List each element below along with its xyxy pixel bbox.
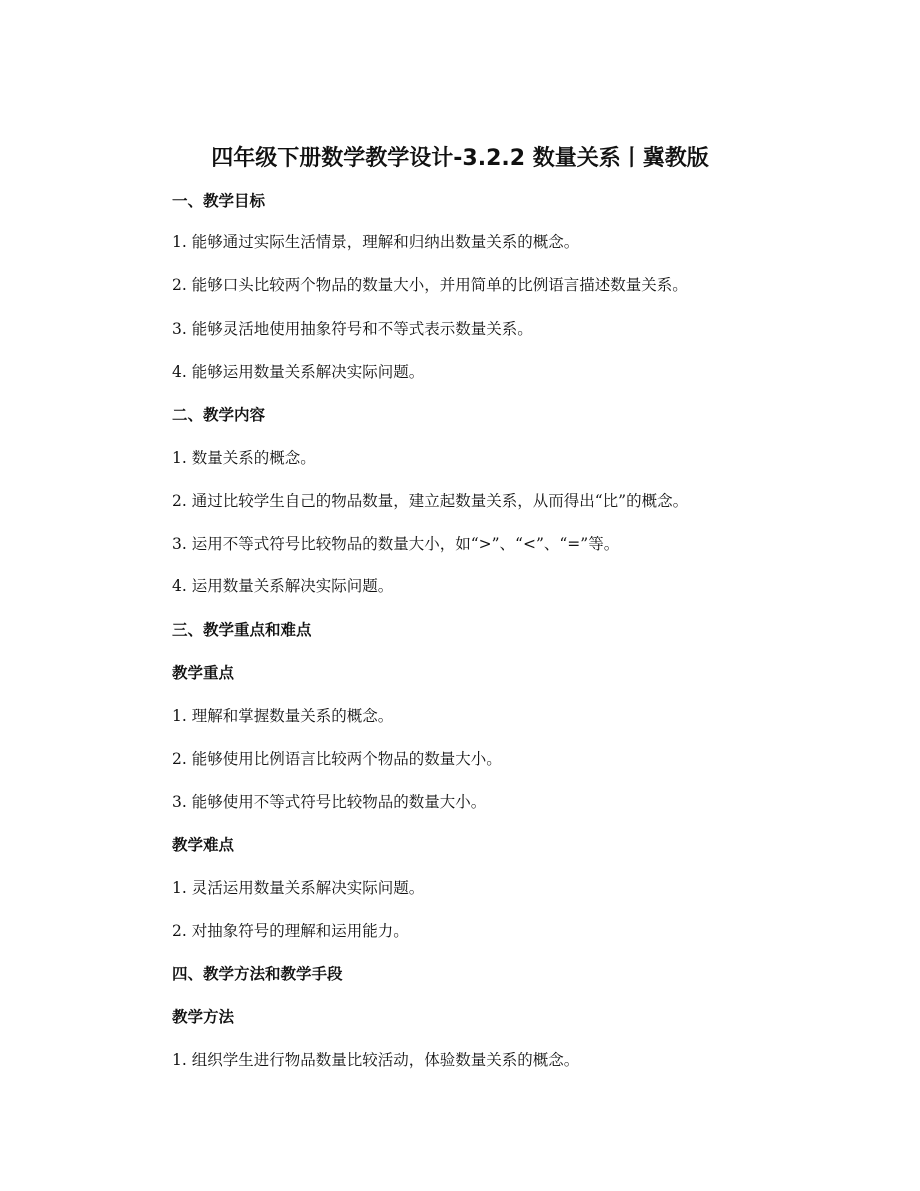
focus-item-3: 3. 能够使用不等式符号比较物品的数量大小。 [172, 793, 487, 811]
objective-item-4: 4. 能够运用数量关系解决实际问题。 [172, 363, 425, 381]
section-heading-methods: 四、教学方法和教学手段 [172, 965, 343, 983]
difficulty-item-2: 2. 对抽象符号的理解和运用能力。 [172, 922, 409, 940]
document-title: 四年级下册数学教学设计-3.2.2 数量关系丨冀教版 [211, 146, 709, 171]
focus-item-2: 2. 能够使用比例语言比较两个物品的数量大小。 [172, 750, 502, 768]
content-item-1: 1. 数量关系的概念。 [172, 449, 316, 467]
content-item-3: 3. 运用不等式符号比较物品的数量大小，如“>”、“<”、“=”等。 [172, 535, 620, 553]
objective-item-3: 3. 能够灵活地使用抽象符号和不等式表示数量关系。 [172, 320, 533, 338]
objective-item-2: 2. 能够口头比较两个物品的数量大小，并用简单的比例语言描述数量关系。 [172, 276, 688, 294]
objective-item-1: 1. 能够通过实际生活情景，理解和归纳出数量关系的概念。 [172, 233, 580, 251]
subheading-focus: 教学重点 [172, 664, 235, 682]
content-item-4: 4. 运用数量关系解决实际问题。 [172, 577, 394, 595]
focus-item-1: 1. 理解和掌握数量关系的概念。 [172, 707, 394, 725]
section-heading-objectives: 一、教学目标 [172, 192, 266, 210]
difficulty-item-1: 1. 灵活运用数量关系解决实际问题。 [172, 879, 425, 897]
content-item-2: 2. 通过比较学生自己的物品数量，建立起数量关系，从而得出“比”的概念。 [172, 492, 689, 510]
section-heading-content: 二、教学内容 [172, 406, 266, 424]
subheading-difficulty: 教学难点 [172, 836, 235, 854]
method-item-1: 1. 组织学生进行物品数量比较活动，体验数量关系的概念。 [172, 1051, 580, 1069]
subheading-methods: 教学方法 [172, 1008, 235, 1026]
section-heading-focus-difficulty: 三、教学重点和难点 [172, 621, 312, 639]
